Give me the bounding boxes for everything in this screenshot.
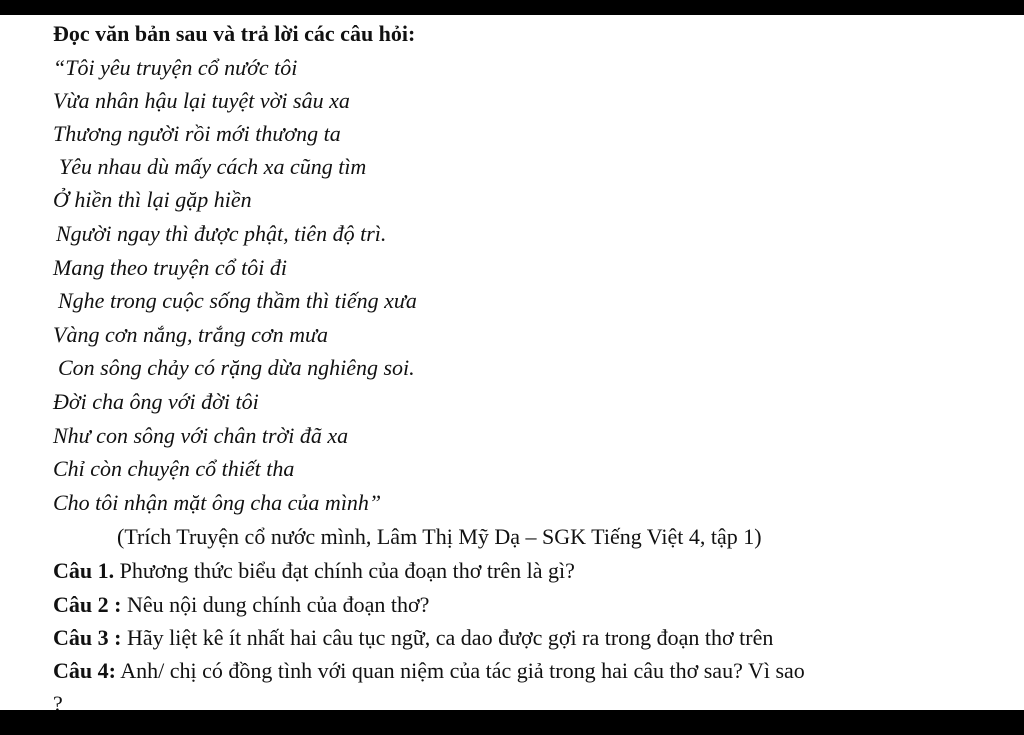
question-label: Câu 1. — [53, 558, 115, 583]
poem-line: Cho tôi nhận mặt ông cha của mình” — [53, 490, 382, 515]
poem-line: Đời cha ông với đời tôi — [53, 389, 259, 414]
poem-line: Mang theo truyện cổ tôi đi — [53, 255, 288, 280]
poem-line: “Tôi yêu truyện cổ nước tôi — [53, 55, 298, 80]
poem-line: Như con sông với chân trời đã xa — [53, 423, 349, 448]
poem-line: Người ngay thì được phật, tiên độ trì. — [56, 221, 387, 246]
poem-line: Con sông chảy có rặng dừa nghiêng soi. — [58, 355, 415, 380]
question-1 — [53, 558, 575, 584]
poem-line: Vàng cơn nắng, trắng cơn mưa — [53, 322, 329, 347]
top-black-bar — [0, 0, 1024, 15]
poem-line: Nghe trong cuộc sống thầm thì tiếng xưa — [58, 288, 417, 313]
question-text: Phương thức biểu đạt chính của đoạn thơ trên là gì? — [114, 558, 575, 583]
poem-line: Chỉ còn chuyện cổ thiết tha — [53, 456, 295, 481]
source-citation: (Trích Truyện cổ nước mình, Lâm Thị Mỹ Dạ – SGK Tiếng Việt 4, tập 1) — [117, 524, 762, 549]
question-label: Câu 4: — [53, 658, 116, 683]
document-page — [0, 15, 1024, 710]
question-2 — [53, 592, 429, 618]
poem-line: Yêu nhau dù mấy cách xa cũng tìm — [59, 154, 367, 179]
question-text: Nêu nội dung chính của đoạn thơ? — [121, 592, 430, 617]
instruction-heading: Đọc văn bản sau và trả lời các câu hỏi: — [53, 21, 416, 46]
poem-line: Thương người rồi mới thương ta — [53, 121, 341, 146]
question-text: Hãy liệt kê ít nhất hai câu tục ngữ, ca dao được gợi ra trong đoạn thơ trên — [121, 625, 774, 650]
question-4 — [53, 658, 805, 684]
question-label: Câu 2 : — [53, 592, 122, 617]
question-text: Anh/ chị có đồng tình với quan niệm của tác giả trong hai câu thơ sau? Vì sao — [115, 658, 805, 683]
question-4-continuation: ? — [53, 691, 63, 710]
bottom-black-bar — [0, 710, 1024, 735]
poem-line: Ở hiền thì lại gặp hiền — [53, 187, 252, 212]
question-label: Câu 3 : — [53, 625, 122, 650]
question-3 — [53, 625, 773, 651]
poem-line: Vừa nhân hậu lại tuyệt vời sâu xa — [53, 88, 350, 113]
